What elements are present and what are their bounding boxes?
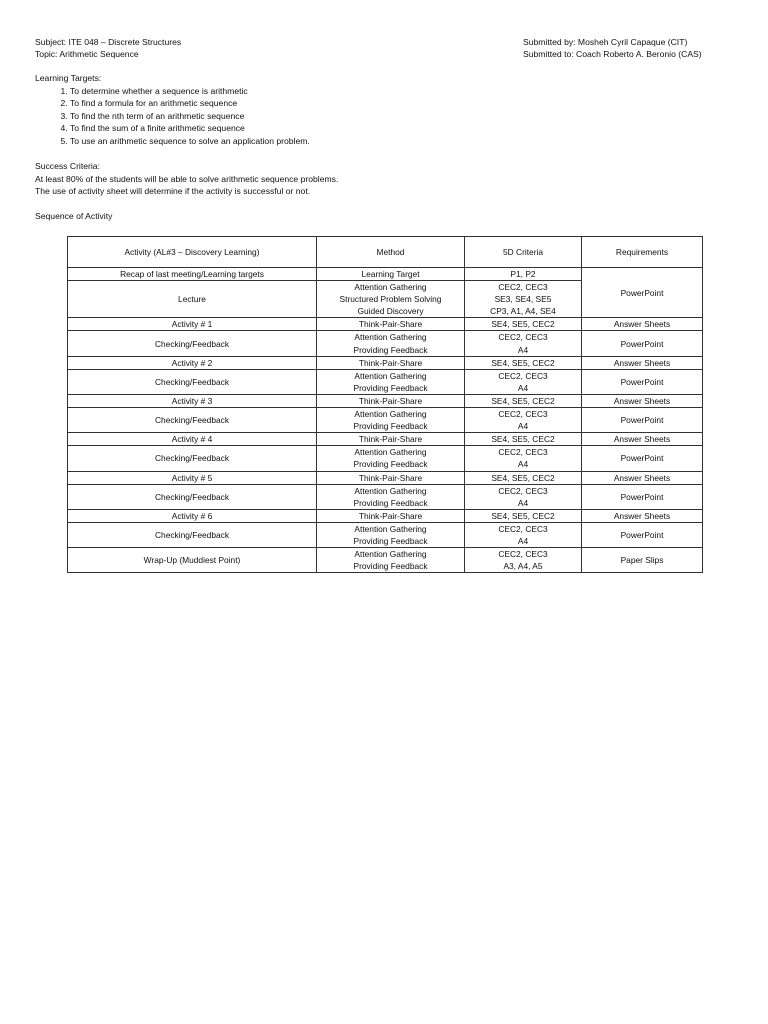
activity-cell: Activity # 5 [68, 471, 317, 484]
requirements-cell: PowerPoint [582, 522, 703, 547]
criteria-line: CEC2, CEC3 [498, 485, 548, 496]
activity-cell: Activity # 1 [68, 318, 317, 331]
method-cell [317, 318, 465, 331]
table-row [68, 548, 703, 573]
criteria-line: CEC2, CEC3 [498, 409, 548, 420]
method-line: Providing Feedback [353, 497, 428, 508]
criteria-cell [465, 268, 582, 281]
method-cell [317, 446, 465, 471]
method-cell [317, 331, 465, 356]
table-row [68, 369, 703, 394]
criteria-line: SE4, SE5, CEC2 [491, 319, 555, 330]
criteria-line: SE4, SE5, CEC2 [491, 357, 555, 368]
success-criteria-heading: Success Criteria: [35, 161, 100, 171]
criteria-cell [465, 522, 582, 547]
column-header-activity: Activity (AL#3 – Discovery Learning) [68, 237, 317, 268]
activity-cell: Wrap-Up (Muddiest Point) [68, 548, 317, 573]
document-header-right [523, 36, 702, 60]
activity-cell: Activity # 2 [68, 356, 317, 369]
criteria-cell [465, 408, 582, 433]
activity-cell: Checking/Feedback [68, 331, 317, 356]
method-line: Think-Pair-Share [358, 395, 423, 406]
criteria-line: CEC2, CEC3 [498, 447, 548, 458]
method-cell [317, 484, 465, 509]
criteria-line: SE4, SE5, CEC2 [491, 510, 555, 521]
method-line: Learning Target [361, 269, 420, 279]
activity-cell: Checking/Feedback [68, 369, 317, 394]
criteria-line: CEC2, CEC3 [498, 370, 548, 381]
requirements-cell: Answer Sheets [582, 356, 703, 369]
table-row [68, 522, 703, 547]
criteria-line: CP3, A1, A4, SE4 [490, 306, 556, 317]
learning-target-item: 1. To determine whether a sequence is arithmetic [70, 85, 310, 98]
activity-cell: Checking/Feedback [68, 408, 317, 433]
criteria-line: SE3, SE4, SE5 [494, 294, 552, 305]
method-line: Think-Pair-Share [358, 510, 423, 521]
learning-target-item: 4. To find the sum of a finite arithmetic sequence [70, 122, 310, 135]
criteria-line: CEC2, CEC3 [498, 549, 548, 560]
table-row [68, 408, 703, 433]
method-line: Think-Pair-Share [358, 472, 423, 483]
method-line: Guided Discovery [357, 306, 424, 317]
table-row [68, 471, 703, 484]
method-line: Attention Gathering [354, 370, 427, 381]
table-row [68, 446, 703, 471]
table-row [68, 318, 703, 331]
learning-targets-list [35, 85, 310, 148]
success-criteria-line: The use of activity sheet will determine if the activity is successful or not. [35, 186, 311, 197]
criteria-line: SE4, SE5, CEC2 [491, 395, 555, 406]
method-line: Attention Gathering [354, 409, 427, 420]
method-line: Attention Gathering [354, 549, 427, 560]
activity-cell: Activity # 3 [68, 394, 317, 407]
column-header-criteria: 5D Criteria [465, 237, 582, 268]
criteria-line: SE4, SE5, CEC2 [491, 472, 555, 483]
table-row [68, 356, 703, 369]
table-body [68, 268, 703, 573]
method-line: Attention Gathering [354, 332, 427, 343]
criteria-cell [465, 446, 582, 471]
method-line: Attention Gathering [354, 447, 427, 458]
criteria-cell [465, 484, 582, 509]
method-cell [317, 281, 465, 318]
document-header-left [35, 36, 181, 60]
criteria-line: A4 [517, 497, 529, 508]
table-row [68, 394, 703, 407]
criteria-line: A3, A4, A5 [503, 561, 543, 572]
criteria-cell [465, 331, 582, 356]
method-line: Providing Feedback [353, 344, 428, 355]
requirements-cell: Answer Sheets [582, 394, 703, 407]
requirements-cell: PowerPoint [582, 268, 703, 318]
table-row [68, 509, 703, 522]
method-cell [317, 509, 465, 522]
criteria-cell [465, 433, 582, 446]
requirements-cell: Answer Sheets [582, 318, 703, 331]
topic-line: Topic: Arithmetic Sequence [35, 49, 139, 59]
requirements-cell: PowerPoint [582, 369, 703, 394]
method-line: Think-Pair-Share [358, 434, 423, 445]
activity-cell: Recap of last meeting/Learning targets [68, 268, 317, 281]
submitted-to-line: Submitted to: Coach Roberto A. Beronio (CAS) [523, 49, 702, 59]
table-row [68, 331, 703, 356]
column-header-method: Method [317, 237, 465, 268]
learning-target-item: 2. To find a formula for an arithmetic sequence [70, 97, 310, 110]
criteria-line: A4 [517, 535, 529, 546]
requirements-cell: PowerPoint [582, 408, 703, 433]
criteria-line: CEC2, CEC3 [498, 332, 548, 343]
submitted-by-line: Submitted by: Mosheh Cyril Capaque (CIT) [523, 37, 688, 47]
method-cell [317, 408, 465, 433]
activity-cell: Activity # 6 [68, 509, 317, 522]
method-line: Providing Feedback [353, 459, 428, 470]
learning-targets-heading: Learning Targets: [35, 73, 102, 83]
column-header-requirements: Requirements [582, 237, 703, 268]
method-cell [317, 433, 465, 446]
activity-table [67, 236, 703, 573]
learning-target-item: 5. To use an arithmetic sequence to solve an application problem. [70, 135, 310, 148]
success-criteria-line: At least 80% of the students will be able to solve arithmetic sequence problems. [35, 173, 339, 184]
table-row [68, 484, 703, 509]
method-line: Attention Gathering [354, 523, 427, 534]
method-cell [317, 522, 465, 547]
activity-cell: Checking/Feedback [68, 522, 317, 547]
activity-cell: Checking/Feedback [68, 484, 317, 509]
method-line: Attention Gathering [354, 485, 427, 496]
criteria-line: A4 [517, 459, 529, 470]
requirements-cell: Paper Slips [582, 548, 703, 573]
criteria-cell [465, 318, 582, 331]
table-row [68, 268, 703, 281]
criteria-line: SE4, SE5, CEC2 [491, 434, 555, 445]
requirements-cell: PowerPoint [582, 484, 703, 509]
criteria-line: CEC2, CEC3 [498, 523, 548, 534]
criteria-cell [465, 471, 582, 484]
method-cell [317, 268, 465, 281]
criteria-cell [465, 369, 582, 394]
requirements-cell: PowerPoint [582, 331, 703, 356]
method-line: Think-Pair-Share [358, 357, 423, 368]
criteria-line: P1, P2 [510, 269, 536, 279]
activity-cell: Lecture [68, 281, 317, 318]
method-line: Providing Feedback [353, 535, 428, 546]
method-cell [317, 471, 465, 484]
method-line: Providing Feedback [353, 561, 428, 572]
method-cell [317, 394, 465, 407]
requirements-cell: PowerPoint [582, 446, 703, 471]
method-line: Providing Feedback [353, 421, 428, 432]
criteria-cell [465, 548, 582, 573]
criteria-line: A4 [517, 421, 529, 432]
activity-cell: Checking/Feedback [68, 446, 317, 471]
requirements-cell: Answer Sheets [582, 471, 703, 484]
method-line: Structured Problem Solving [339, 294, 442, 305]
criteria-cell [465, 356, 582, 369]
method-line: Attention Gathering [354, 282, 427, 293]
subject-line: Subject: ITE 048 – Discrete Structures [35, 37, 182, 47]
sequence-of-activity-heading: Sequence of Activity [35, 211, 113, 221]
criteria-cell [465, 509, 582, 522]
success-criteria-section [35, 160, 338, 198]
criteria-cell [465, 281, 582, 318]
table-row [68, 433, 703, 446]
method-cell [317, 369, 465, 394]
criteria-line: A4 [517, 344, 529, 355]
method-cell [317, 356, 465, 369]
requirements-cell: Answer Sheets [582, 433, 703, 446]
learning-target-item: 3. To find the nth term of an arithmetic sequence [70, 110, 310, 123]
requirements-cell: Answer Sheets [582, 509, 703, 522]
criteria-line: CEC2, CEC3 [498, 282, 548, 293]
learning-targets-section [35, 72, 310, 148]
method-cell [317, 548, 465, 573]
method-line: Think-Pair-Share [358, 319, 423, 330]
method-line: Providing Feedback [353, 382, 428, 393]
criteria-line: A4 [517, 382, 529, 393]
table-header-row [68, 237, 703, 268]
criteria-cell [465, 394, 582, 407]
activity-cell: Activity # 4 [68, 433, 317, 446]
